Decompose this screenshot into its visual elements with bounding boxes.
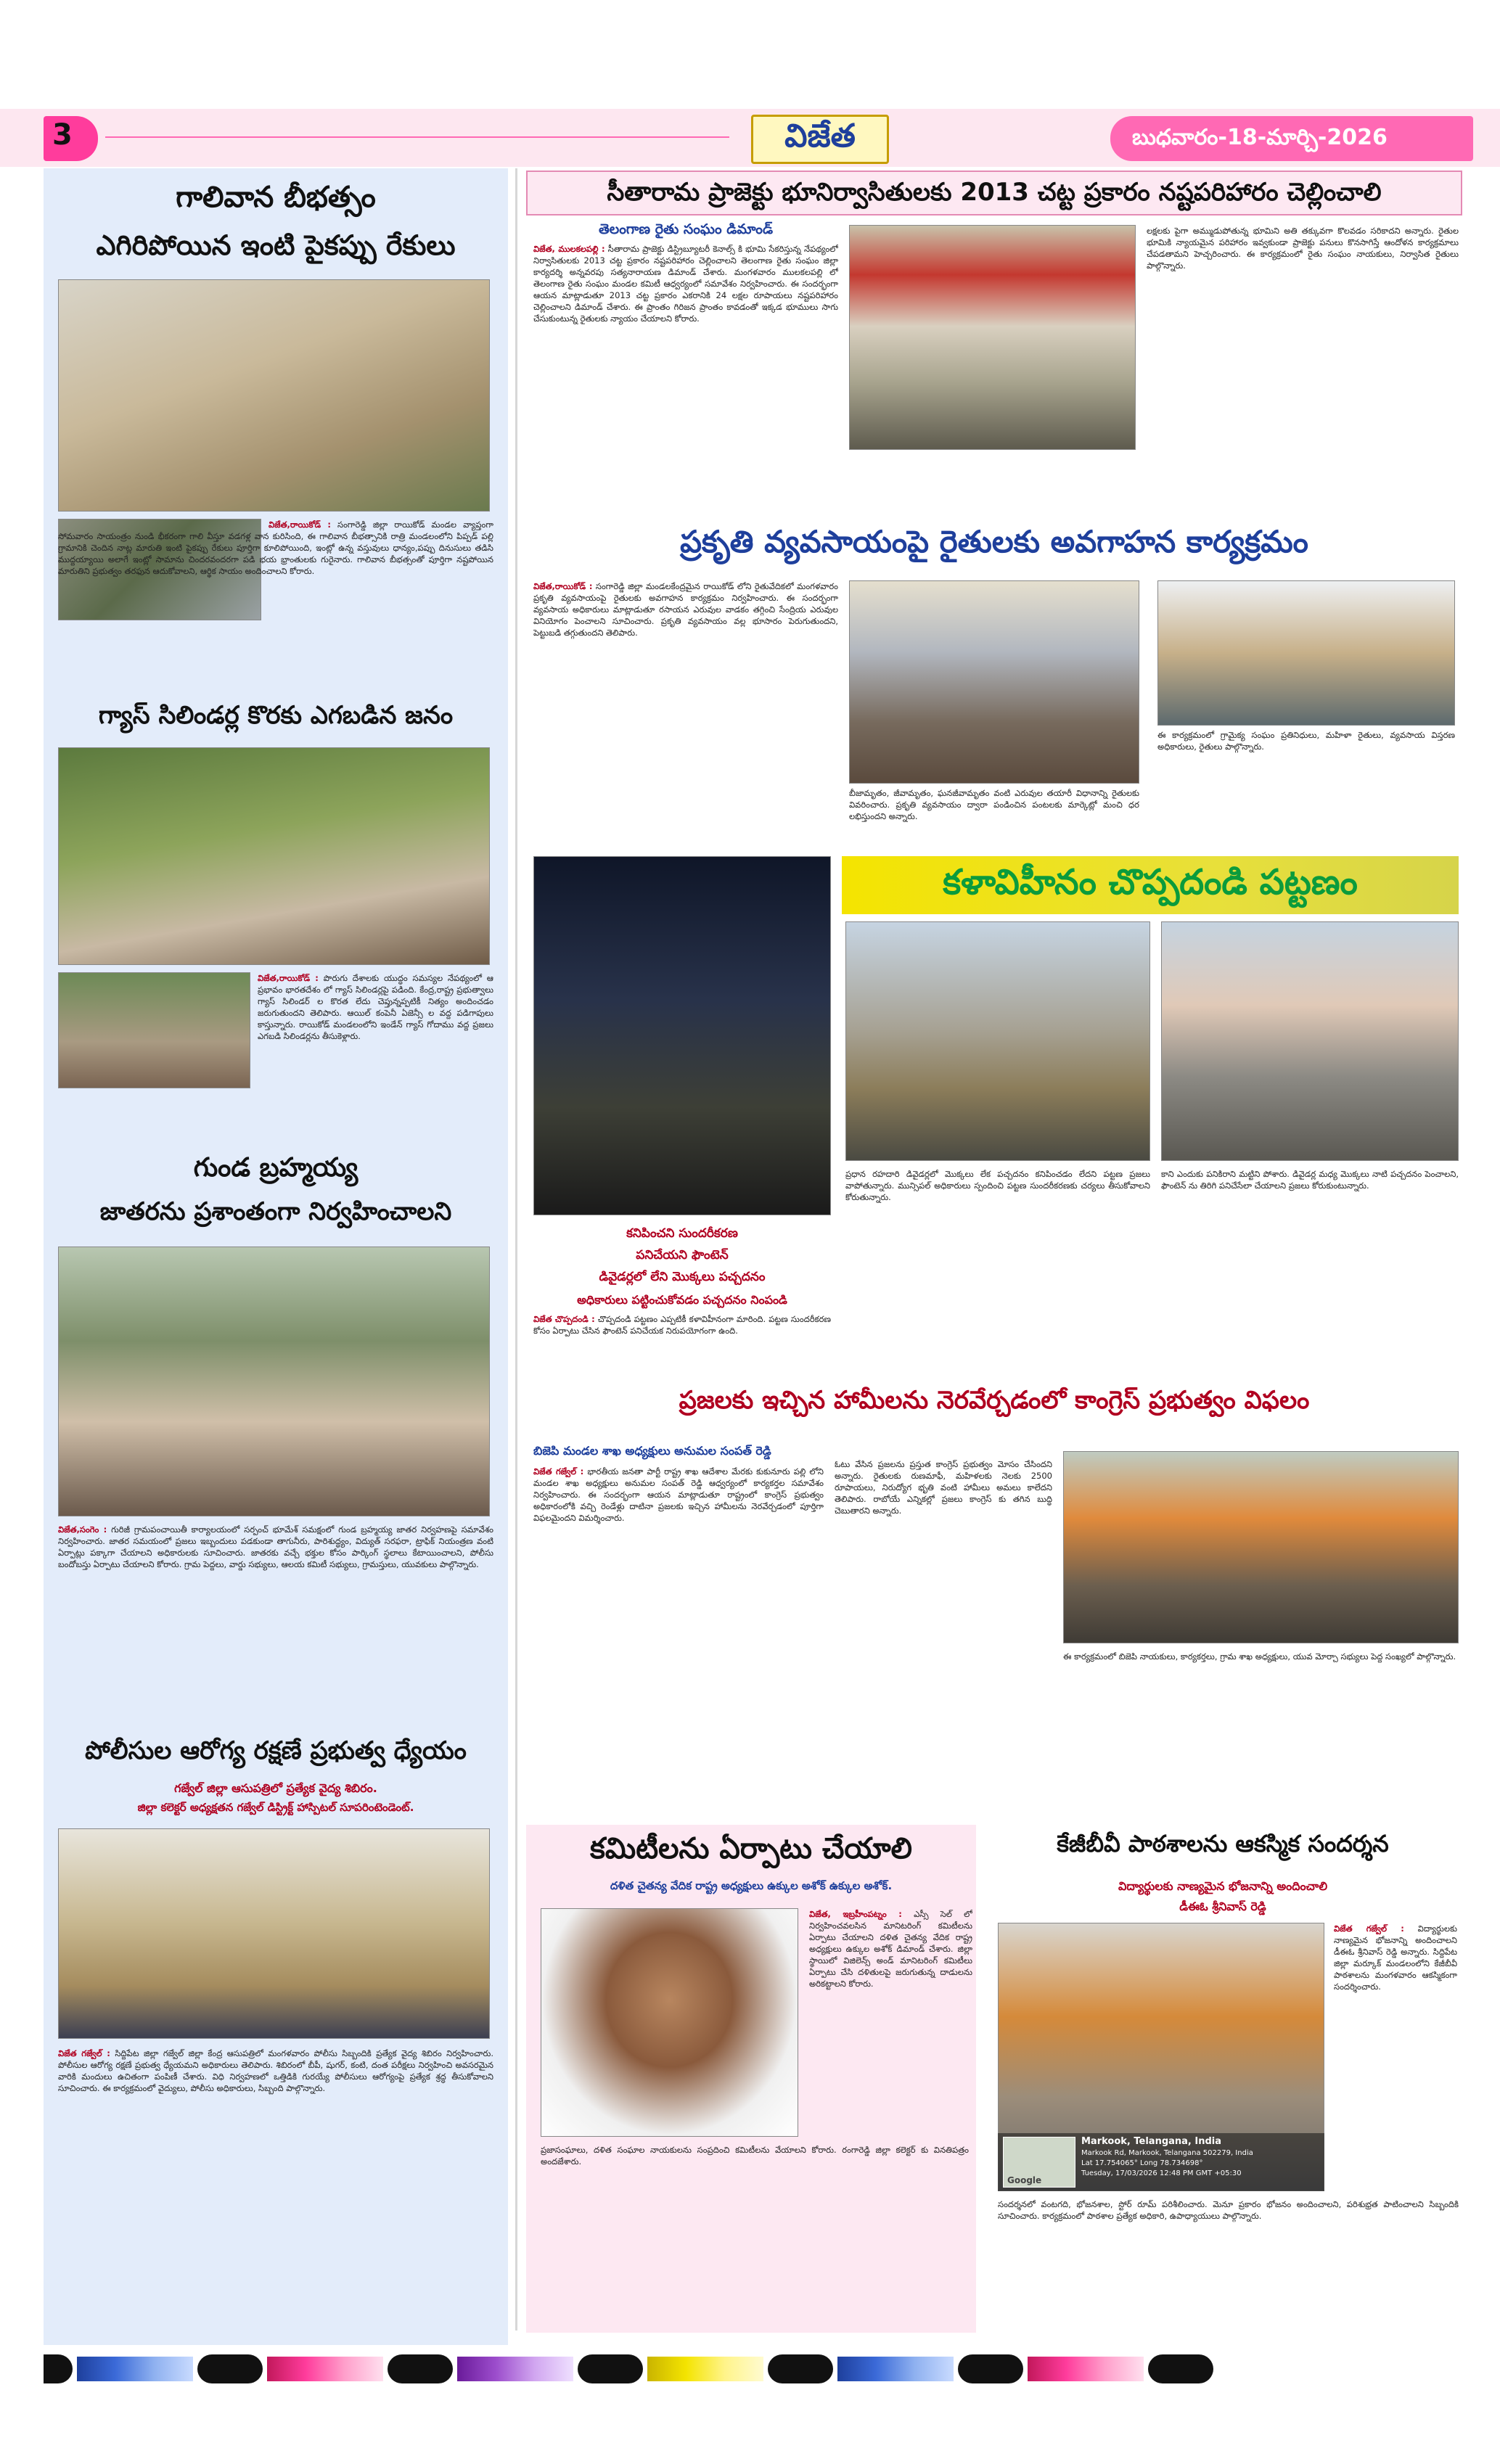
- a9-text2: ప్రజాసంఘాలు, దళిత సంఘాల నాయకులను సంప్రదించి కమిటీలను వేయాలని కోరారు. రంగారెడ్డి జిల్లా కలెక్టర్ కు వినతిపత్రం అందజేశారు.: [541, 2145, 969, 2167]
- a2-photo-crowd: [58, 972, 250, 1088]
- a1-dateline: విజేత,రాయికోడ్ :: [269, 520, 332, 530]
- a7-body-col2: [845, 1168, 1150, 1371]
- a9-body-col2: [541, 2144, 969, 2325]
- a10-body-col1: [1334, 1923, 1457, 2191]
- a7-photo-autorickshaws: [845, 921, 1150, 1161]
- a6-text1: సంగారెడ్డి జిల్లా మండలకేంద్రమైన రాయికోడ్ లోని రైతువేదికలో మంగళవారం ప్రకృతి వ్యవసాయంపై రైతులకు అవగాహన కార్యక్రమం నిర్వహించారు. ఈ సందర్భంగా వ్యవసాయ అధికారులు మాట్లాడుతూ రసాయన ఎరువుల వాడకం తగ్గించి సేంద్రియ ఎరువుల వినియోగం పెంచాలని సూచించారు. ప్రకృతి వ్యవసాయం వల్ల భూసారం పెరుగుతుందని, పెట్టుబడి తగ్గుతుందని తెలిపారు.: [533, 581, 838, 638]
- a2-dateline: విజేత,రాయికోడ్ :: [258, 973, 319, 983]
- a4-body: [58, 2048, 493, 2214]
- a7-body-col3: [1161, 1168, 1459, 1371]
- a8-text3: ఈ కార్యక్రమంలో బిజెపి నాయకులు, కార్యకర్తలు, గ్రామ శాఖ అధ్యక్షులు, యువ మోర్చా సభ్యులు పెద్ద సంఖ్యలో పాల్గొన్నారు.: [1063, 1651, 1456, 1662]
- a9-title: కమిటీలను ఏర్పాటు చేయాలి: [590, 1832, 912, 1865]
- a8-body-col1: [533, 1466, 824, 1814]
- a2-title: గ్యాస్ సిలిండర్ల కొరకు ఎగబడిన జనం: [98, 701, 454, 730]
- footer-swatch: [388, 2354, 453, 2383]
- a1-body: [58, 519, 493, 693]
- a8-photo-bjp-members: [1063, 1451, 1459, 1643]
- a1-photo-damaged-roof: [58, 279, 490, 512]
- a10-title: కేజీబీవీ పాఠశాలను ఆకస్మిక సందర్శన: [1057, 1830, 1389, 1857]
- footer-swatch: [958, 2354, 1023, 2383]
- a6-title: ప్రకృతి వ్యవసాయంపై రైతులకు అవగాహన కార్యక్రమం: [680, 524, 1308, 559]
- a10-geotag-time: Tuesday, 17/03/2026 12:48 PM GMT +05:30: [1081, 2169, 1242, 2177]
- a5-title: సీతారామ ప్రాజెక్టు భూనిర్వాసితులకు 2013 చట్ట ప్రకారం నష్టపరిహారం చెల్లించాలి: [607, 178, 1382, 207]
- a7-caption4: అధికారులు పట్టించుకోవడం పచ్చదనం నింపండి: [577, 1293, 787, 1307]
- a7-caption3: డివైడర్లలో లేని మొక్కలు పచ్చదనం: [599, 1270, 766, 1284]
- a3-title-line2: జాతరను ప్రశాంతంగా నిర్వహించాలని: [99, 1197, 452, 1226]
- footer-swatch: [578, 2354, 643, 2383]
- a1-title-line2: ఎగిరిపోయిన ఇంటి పైకప్పు రేకులు: [96, 229, 456, 261]
- a5-text2: లక్షలకు పైగా అమ్ముడుపోతున్న భూమిని అతి తక్కువగా కొలవడం సరికాదని అన్నారు. రైతుల భూమికి న్యాయమైన పరిహారం ఇవ్వకుండా ప్రాజెక్టు పనులు కొనసాగిస్తే ఆందోళన కార్యక్రమాలు చేపడతామని హెచ్చరించారు. ఈ కార్యక్రమంలో రైతు సంఘం నాయకులు, నిర్వాసిత రైతులు పాల్గొన్నారు.: [1147, 226, 1459, 271]
- footer-swatch: [267, 2357, 383, 2381]
- a6-text3: ఈ కార్యక్రమంలో గ్రామైక్య సంఘం ప్రతినిధులు, మహిళా రైతులు, వ్యవసాయ విస్తరణ అధికారులు, రైతులు పాల్గొన్నారు.: [1157, 730, 1455, 752]
- a7-dateline: విజేత చొప్పదండి :: [533, 1314, 595, 1324]
- a2-body: [258, 972, 493, 1146]
- a5-body-col1: [533, 243, 838, 519]
- a7-text1: చొప్పదండి పట్టణం ఎప్పటికీ కళావిహీనంగా మారింది. పట్టణ సుందరీకరణ కోసం ఏర్పాటు చేసిన ఫౌంటెన్ పనిచేయక నిరుపయోగంగా ఉంది.: [533, 1314, 831, 1336]
- a1-title-line1: గాలివాన బీభత్సం: [176, 181, 376, 214]
- a8-text1: భారతీయ జనతా పార్టీ రాష్ట్ర శాఖ ఆదేశాల మేరకు కుకునూరు పల్లి లోని మండల శాఖ అధ్యక్షులు అనుమల సంపత్ రెడ్డి ఆధ్వర్యంలో కార్యకర్తల సమావేశం నిర్వహించారు. ఈ సందర్భంగా ఆయన మాట్లాడుతూ రాష్ట్రంలో కాంగ్రెస్ ప్రభుత్వం అధికారంలోకి వచ్చి రెండేళ్లు దాటినా ప్రజలకు ఇచ్చిన హామీలను నెరవేర్చడంలో పూర్తిగా విఫలమైందని విమర్శించారు.: [533, 1466, 824, 1523]
- a7-text3: కాని ఎందుకు పనికిరాని మట్టిని పోశారు. డివైడర్ల మధ్య మొక్కలు నాటి పచ్చదనం పెంచాలని, ఫౌంటెన్ ను తిరిగి పనిచేసేలా చేయాలని ప్రజలు కోరుకుంటున్నారు.: [1161, 1169, 1459, 1191]
- main-divider: [515, 168, 517, 2330]
- a3-dateline: విజేత,సంగెం :: [58, 1524, 107, 1535]
- a8-body-col2: [835, 1458, 1052, 1814]
- a6-dateline: విజేత,రాయికోడ్ :: [533, 581, 593, 591]
- a6-body-col1: [533, 580, 838, 849]
- a6-photo-stage: [1157, 580, 1455, 726]
- footer-swatch: [837, 2357, 954, 2381]
- a7-text2: ప్రధాన రహదారి డివైడర్లలో మొక్కలు లేక పచ్చదనం కనిపించడం లేదని పట్టణ ప్రజలు వాపోతున్నారు. మున్సిపల్ అధికారులు స్పందించి పట్టణ సుందరీకరణకు చర్యలు తీసుకోవాలని కోరుతున్నారు.: [845, 1169, 1150, 1202]
- a5-photo-meeting: [849, 225, 1136, 450]
- a7-body-col1: [533, 1313, 831, 1371]
- a7-title: కళావిహీనం చొప్పదండి పట్టణం: [943, 862, 1358, 903]
- a8-body-col3: [1063, 1651, 1459, 1814]
- a10-text1: విద్యార్థులకు నాణ్యమైన భోజనాన్ని అందించాలని డీఈఓ శ్రీనివాస్ రెడ్డి అన్నారు. సిద్దిపేట జిల్లా మర్కూక్ మండలంలోని కేజీబీవీ పాఠశాలను మంగళవారం ఆకస్మికంగా సందర్శించారు.: [1334, 1923, 1457, 1992]
- a8-text2: ఓటు వేసిన ప్రజలను ప్రస్తుత కాంగ్రెస్ ప్రభుత్వం మోసం చేసిందని అన్నారు. రైతులకు రుణమాఫీ, మహిళలకు నెలకు 2500 రూపాయలు, నిరుద్యోగ భృతి వంటి హామీలు అమలు కాలేదని తెలిపారు. రాబోయే ఎన్నికల్లో ప్రజలు కాంగ్రెస్ కు తగిన బుద్ధి చెబుతారని అన్నారు.: [835, 1459, 1052, 1516]
- footer-swatch: [77, 2357, 193, 2381]
- a7-caption2: పనిచేయని ఫౌంటెన్: [636, 1248, 729, 1262]
- a4-text: సిద్దిపేట జిల్లా గజ్వేల్ జిల్లా కేంద్ర ఆసుపత్రిలో మంగళవారం పోలీసు సిబ్బందికి ప్రత్యేక వైద్య శిబిరం నిర్వహించారు. పోలీసుల ఆరోగ్య రక్షణే ప్రభుత్వ ధ్యేయమని అధికారులు తెలిపారు. శిబిరంలో బీపీ, షుగర్, కంటి, దంత పరీక్షలు నిర్వహించి అవసరమైన వారికి మందులు ఉచితంగా పంపిణీ చేశారు. విధి నిర్వహణలో ఒత్తిడికి గురయ్యే పోలీసులు ఆరోగ్యంపై ప్రత్యేక శ్రద్ధ తీసుకోవాలని సూచించారు. ఈ కార్యక్రమంలో వైద్యులు, పోలీసు అధికారులు, సిబ్బంది పాల్గొన్నారు.: [58, 2048, 493, 2093]
- a4-photo-police-staff: [58, 1828, 490, 2039]
- masthead-title: విజేత: [784, 118, 856, 155]
- a7-photo-divider-road: [1161, 921, 1459, 1161]
- a10-google-label: Google: [1007, 2175, 1042, 2185]
- footer-swatch: [647, 2357, 763, 2381]
- a5-subtitle: తెలంగాణ రైతు సంఘం డిమాండ్: [599, 221, 773, 237]
- a10-byline: డీఈఓ శ్రీనివాస్ రెడ్డి: [1179, 1900, 1266, 1913]
- a10-subtitle: విద్యార్థులకు నాణ్యమైన భోజనాన్ని అందించాలి: [1118, 1879, 1328, 1893]
- footer-swatch: [768, 2354, 833, 2383]
- a6-text2: బీజామృతం, జీవామృతం, ఘనజీవామృతం వంటి ఎరువుల తయారీ విధానాన్ని రైతులకు వివరించారు. ప్రకృతి వ్యవసాయం ద్వారా పండించిన పంటలకు మార్కెట్లో మంచి ధర లభిస్తుందని అన్నారు.: [849, 788, 1139, 821]
- a3-title-line1: గుండ బ్రహ్మయ్య: [193, 1153, 358, 1183]
- a9-subtitle: దళిత చైతన్య వేదిక రాష్ట్ర అధ్యక్షులు ఉక్కుల అశోక్ ఉక్కుల అశోక్.: [610, 1879, 893, 1892]
- a10-geotag-place: Markook, Telangana, India: [1081, 2136, 1222, 2147]
- a9-dateline: విజేత, ఇబ్రహీంపట్నం :: [809, 1909, 902, 1919]
- a10-geotag-address: Markook Rd, Markook, Telangana 502279, India: [1081, 2149, 1253, 2157]
- a6-body-col2: [849, 787, 1139, 853]
- a3-body: [58, 1524, 493, 1734]
- a4-sub1: గజ్వేల్ జిల్లా ఆసుపత్రిలో ప్రత్యేక వైద్య శిబిరం.: [174, 1781, 377, 1795]
- a1-text: సంగారెడ్డి జిల్లా రాయికోడ్ మండల వ్యాప్తంగా సోమవారం సాయంత్రం నుండి భీకరంగా గాలి వీస్తూ వడగళ్ల వాన కురిసింది, ఈ గాలివాన బీభత్సానికి రాత్రి మండలంలోని పిప్పడ్ పల్లి గ్రామానికి చెందిన నాట్ల మారుతి ఇంటి పైకప్పు రేకులు పూర్తిగా కూలిపోయింది, ఇంట్లో ఉన్న వస్తువులు ధాన్యం,పప్పు దినుసులు తడిసి ముద్దయ్యాయి అలాగే ఇంట్లో సామాను చిందరవందరగా పడి భయ భ్రాంతులకు గురైనారు. గాలివాన బీభత్సంతో పూర్తిగా నష్టపోయిన మారుతిని ప్రభుత్వం తరఫున ఆదుకోవాలని, ఆర్థిక సాయం అందించాలని కోరారు.: [58, 520, 493, 576]
- a5-text1: సీతారామ ప్రాజెక్టు డిస్ట్రిబ్యూటరీ కెనాల్స్ కి భూమి సేకరిస్తున్న నేపథ్యంలో నిర్వాసితులకు 2013 చట్ట ప్రకారం నష్టపరిహారం చెల్లించాలని తెలంగాణ రైతు సంఘం జిల్లా కార్యదర్శి అన్నవరపు సత్యనారాయణ డిమాండ్ చేశారు. మంగళవారం ములకలపల్లి లో తెలంగాణ రైతు సంఘం మండల కమిటీ ఆధ్వర్యంలో సమావేశం నిర్వహించారు. ఈ సందర్భంగా ఆయన మాట్లాడుతూ 2013 చట్ట ప్రకారం ఎకరానికి 24 లక్షల రూపాయలు నష్టపరిహారం చెల్లించాలని డిమాండ్ చేశారు. ఈ ప్రాంతం గిరిజన ప్రాంతం కావడంతో ఇక్కడ భూములు సాగు చేసుకుంటున్న రైతులకు న్యాయం చేయాలని కోరారు.: [533, 244, 838, 324]
- a4-title: పోలీసుల ఆరోగ్య రక్షణే ప్రభుత్వ ధ్యేయం: [85, 1736, 467, 1765]
- a6-body-col3: [1157, 729, 1455, 849]
- a10-dateline: విజేత గజ్వేల్ :: [1334, 1923, 1404, 1934]
- footer-swatch: [457, 2357, 573, 2381]
- a7-photo-night-street: [533, 856, 831, 1215]
- a9-body-col1: [809, 1908, 972, 2140]
- a8-title: ప్రజలకు ఇచ్చిన హామీలను నెరవేర్చడంలో కాంగ్రెస్ ప్రభుత్వం విఫలం: [679, 1386, 1310, 1415]
- footer-swatch: [1148, 2354, 1213, 2383]
- a5-dateline: విజేత, ములకలపల్లి :: [533, 244, 605, 254]
- a6-photo-farmers-hall: [849, 580, 1139, 784]
- footer-swatch: [1028, 2357, 1144, 2381]
- a10-geotag-latlng: Lat 17.754065° Long 78.734698°: [1081, 2159, 1203, 2167]
- footer-swatch: [44, 2354, 73, 2383]
- a8-dateline: విజేత గజ్వేల్ :: [533, 1466, 584, 1477]
- a5-body-col2: [1147, 225, 1459, 515]
- a3-photo-meeting: [58, 1247, 490, 1516]
- a4-sub2: జిల్లా కలెక్టర్ అధ్యక్షతన గజ్వేల్ డిస్ట్రిక్ట్ హాస్పిటల్ సూపరింటెండెంట్.: [137, 1801, 414, 1814]
- footer-swatch: [197, 2354, 263, 2383]
- date-text: బుధవారం-18-మార్చి-2026: [1132, 125, 1388, 150]
- a9-text1: ఎస్సీ సెల్ లో నిర్వహించవలసిన మానిటరింగ్ కమిటీలను ఏర్పాటు చేయాలని దళిత చైతన్య వేదిక రాష్ట్ర అధ్యక్షులు ఉక్కుల అశోక్ డిమాండ్ చేశారు. జిల్లా స్థాయిలో విజిలెన్స్ అండ్ మానిటరింగ్ కమిటీలు ఏర్పాటు చేసి దళితులపై జరుగుతున్న దాడులను అరికట్టాలని కోరారు.: [809, 1909, 972, 1989]
- a3-text: గురిజీ గ్రామపంచాయితీ కార్యాలయంలో సర్పంచ్ భూమేశ్ సమక్షంలో గుండ బ్రహ్మయ్య జాతర నిర్వహణపై సమావేశం నిర్వహించారు. జాతర సమయంలో ప్రజలు ఇబ్బందులు పడకుండా తాగునీరు, పారిశుద్ధ్యం, విద్యుత్ సరఫరా, ట్రాఫిక్ నియంత్రణ వంటి ఏర్పాట్లు పక్కాగా చేయాలని అధికారులకు సూచించారు. జాతరకు వచ్చే భక్తుల కోసం పార్కింగ్ స్థలాలు కేటాయించాలని, పోలీసు బందోబస్తు ఏర్పాటు చేయాలని కోరారు. గ్రామ పెద్దలు, వార్డు సభ్యులు, ఆలయ కమిటీ సభ్యులు, గ్రామస్తులు, యువకులు పాల్గొన్నారు.: [58, 1524, 493, 1569]
- footer-color-bar: [44, 2354, 1459, 2383]
- a7-caption1: కనిపించని సుందరీకరణ: [626, 1226, 738, 1241]
- a2-photo-queue: [58, 747, 490, 965]
- header-left-line: [105, 136, 729, 138]
- page-number: 3: [52, 118, 73, 152]
- a10-text2: సందర్శనలో వంటగది, భోజనశాల, స్టోర్ రూమ్ పరిశీలించారు. మెనూ ప్రకారం భోజనం అందించాలని, పరిశుభ్రత పాటించాలని సిబ్బందికి సూచించారు. కార్యక్రమంలో పాఠశాల ప్రత్యేక అధికారి, ఉపాధ్యాయులు పాల్గొన్నారు.: [998, 2199, 1459, 2221]
- a9-photo-portrait: [541, 1908, 798, 2137]
- a10-body-col2: [998, 2198, 1459, 2329]
- a2-text: పొరుగు దేశాలకు యుద్ధం సమస్యల నేపథ్యంలో ఆ ప్రభావం భారతదేశం లో గ్యాస్ సిలిండర్లపై పడింది. కేంద్ర,రాష్ట్ర ప్రభుత్వాలు గ్యాస్ సిలిండర్ ల కొరత లేదు చెప్తున్నప్పటికీ నిత్యం అందించడం జరుగుతుందని తెలిపారు. ఆయిల్ కంపెనీ ఏజెన్సీ ల వద్ద పడిగాపులు కాస్తున్నారు. రాయికోడ్ మండలంలోని ఇండేన్ గ్యాస్ గోదాము వద్ద ప్రజలు ఎగబడి సిలిండర్లను తీసుకెళ్లారు.: [258, 973, 493, 1041]
- a8-subtitle: బిజెపి మండల శాఖ అధ్యక్షులు అనుమల సంపత్ రెడ్డి: [533, 1444, 771, 1458]
- a4-dateline: విజేత గజ్వేల్ :: [58, 2048, 110, 2058]
